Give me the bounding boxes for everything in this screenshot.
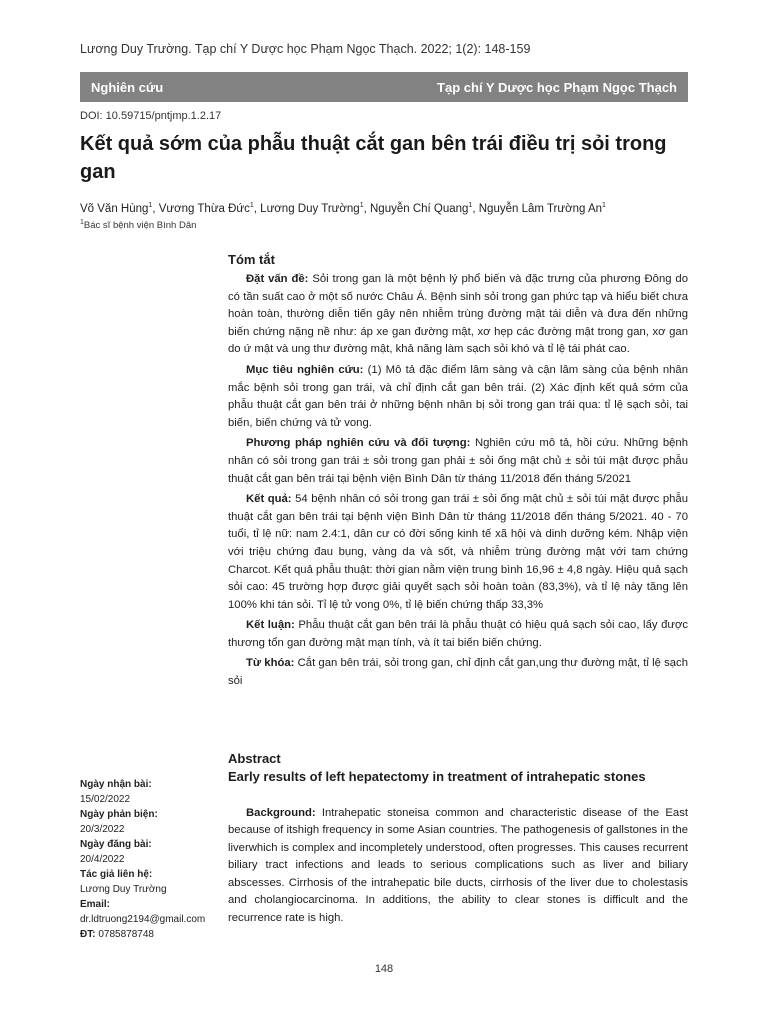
author-affiliation-mark: 1 [359, 202, 364, 209]
author-affiliation-mark: 1 [148, 202, 153, 209]
review-date-label: Ngày phản biện: [80, 809, 158, 820]
author-affiliation-mark: 1 [602, 202, 606, 209]
paragraph-text: Phẫu thuật cắt gan bên trái là phẫu thuật có hiệu quả sạch sỏi cao, lấy được thương tổn gan đường mật mạn tính, và ít tai biến biến chứng. [228, 619, 688, 649]
abstract-paragraph [228, 491, 688, 614]
abstract-vietnamese [228, 252, 688, 694]
paragraph-label: Phương pháp nghiên cứu và đối tượng: [246, 437, 471, 450]
affiliation-text: Bác sĩ bệnh viện Bình Dân [83, 220, 197, 232]
paragraph-text: (1) Mô tả đặc điểm lâm sàng và cận lâm sàng của bệnh nhân mắc bệnh sỏi trong gan trái, và chỉ định cắt gan bên trái. (2) Xác định kết quả sớm của phẫu thuật cắt gan bên trái ở những bệnh nhân bị sỏi trong gan trái qua: tỉ lệ sạch sỏi, tai biến, biến chứng và tử vong. [228, 363, 688, 429]
author-affiliation-mark: 1 [468, 202, 473, 209]
english-title: Early results of left hepatectomy in treatment of intrahepatic stones [228, 769, 646, 784]
email-value[interactable]: dr.ldtruong2194@gmail.com [80, 914, 206, 925]
affiliation [80, 219, 196, 231]
corresponding-author-label: Tác giả liên hệ: [80, 869, 153, 880]
author-name: Nguyễn Lâm Trường An [478, 202, 603, 215]
phone-label: ĐT: [80, 929, 96, 940]
paragraph-label: Kết quả: [246, 493, 292, 506]
page-number: 148 [374, 963, 394, 975]
banner-section-label: Nghiên cứu [91, 79, 164, 95]
paragraph-label: Từ khóa: [246, 657, 295, 670]
corresponding-author-value: Lương Duy Trường [80, 884, 167, 895]
author-name: Vương Thừa Đức [158, 202, 250, 215]
paragraph-label: Kết luận: [246, 619, 295, 632]
received-date-value: 15/02/2022 [80, 794, 131, 805]
abstract-en-heading: Abstract [228, 751, 281, 766]
abstract-paragraph [228, 435, 688, 488]
doi-link[interactable]: DOI: 10.59715/pntjmp.1.2.17 [80, 110, 222, 122]
paragraph-text: 54 bệnh nhân có sỏi trong gan trái ± sỏi ống mật chủ ± sỏi túi mật được phẫu thuật cắt gan bên trái tại bệnh viện Bình Dân từ tháng 11/2018 đến tháng 5/2021. 40 - 70 tuổi, tỉ lệ nữ: nam 2.4:1, dân cư có đời sống kinh tế xã hội và dinh dưỡng kém. Nhập viện với triệu chứng đau bụng, vàng da và sốt, và nhiễm trùng đường mật với tam chứng Charcot. Kết quả phẫu thuật: thời gian nằm viện trung bình 16,96 ± 4,8 ngày. Hiệu quả sạch sỏi cao: 45 trường hợp được giải quyết sạch sỏi hoàn toàn (83,3%), và tỉ lệ này tăng lên 100% khi tán sỏi. Tỉ lệ tử vong 0%, tỉ lệ biến chứng thấp 33,3% [228, 493, 688, 611]
abstract-vi-heading: Tóm tắt [228, 252, 275, 267]
abstract-paragraph [228, 271, 688, 359]
received-date-label: Ngày nhận bài: [80, 779, 152, 790]
paragraph-text: Cắt gan bên trái, sỏi trong gan, chỉ định cắt gan,ung thư đường mật, tỉ lệ sạch sỏi [228, 657, 688, 688]
abstract-english [228, 751, 688, 928]
published-date-value: 20/4/2022 [80, 854, 125, 865]
abstract-paragraph [228, 617, 688, 652]
keywords-paragraph [228, 655, 688, 690]
affiliation-mark: 1 [80, 219, 84, 226]
paragraph-text: Nghiên cứu mô tả, hồi cứu. Những bệnh nhân có sỏi trong gan trái ± sỏi trong gan phải ± sỏi ống mật chủ ± sỏi túi mật được phẫu thuật cắt gan bên trái tại bệnh viện Bình Dân từ tháng 11/2018 đến tháng 5/2021 [228, 437, 688, 485]
review-date-value: 20/3/2022 [80, 824, 125, 835]
abstract-paragraph [228, 362, 688, 432]
banner-journal-name: Tạp chí Y Dược học Phạm Ngọc Thạch [437, 79, 677, 95]
paragraph-label: Background: [246, 806, 316, 819]
section-banner [80, 72, 688, 102]
author-affiliation-mark: 1 [249, 202, 254, 209]
phone-value: 0785878748 [98, 929, 154, 940]
journal-citation: Lương Duy Trường. Tạp chí Y Dược học Phạm Ngọc Thạch. 2022; 1(2): 148-159 [80, 42, 531, 56]
author-name: Nguyễn Chí Quang [370, 202, 469, 215]
article-info-sidebar [80, 777, 225, 942]
article-title: Kết quả sớm của phẫu thuật cắt gan bên trái điều trị sỏi trong gan [80, 133, 667, 183]
phone-line [80, 927, 225, 942]
paragraph-text: Sỏi trong gan là một bệnh lý phổ biến và đặc trưng của phương Đông do có tần suất cao ở một số nước Châu Á. Bệnh sinh sỏi trong gan phức tạp và hiểu biết chưa hoàn toàn, thường diễn tiến gây nên nhiễm trùng đường mật tái diễn và đưa đến những biến chứng nặng nề như: áp xe gan đường mật, xơ hẹp các đường mật trong gan, xơ gan do ứ mật và ung thư đường mật, khả năng làm sạch sỏi khó và tỉ lệ tái phát cao. [228, 273, 688, 356]
author-name: Võ Văn Hùng [80, 202, 149, 215]
paragraph-label: Mục tiêu nghiên cứu: [246, 363, 364, 376]
paragraph-text: Intrahepatic stoneisa common and characteristic disease of the East because of itshigh frequency in some Asian countries. The pathogenesis of gallstones in the liverwhich is complex and incompletely understood, often progresses. This causes recurrent biliary tract infections and leads to serious complications such as liver and biliary abscesses. Cirrhosis of the intrahepatic bile ducts, cirrhosis of the liver due to cholestasis and cholangiocarcinoma. In additions, the ability to clear stones is difficult and the recurrence rate is high. [228, 806, 688, 925]
author-list: Võ Văn Hùng$^1$, Vương Thừa Đức$^1$, Lương Duy Trường$^1$, Nguyễn Chí Quang$^1$, Nguyễn Lâm Trường An$^1$ [80, 202, 606, 215]
abstract-paragraph [228, 805, 688, 928]
email-label: Email: [80, 899, 111, 910]
published-date-label: Ngày đăng bài: [80, 839, 152, 850]
paragraph-label: Đặt vấn đề: [246, 273, 309, 285]
author-name: Lương Duy Trường [260, 202, 360, 215]
